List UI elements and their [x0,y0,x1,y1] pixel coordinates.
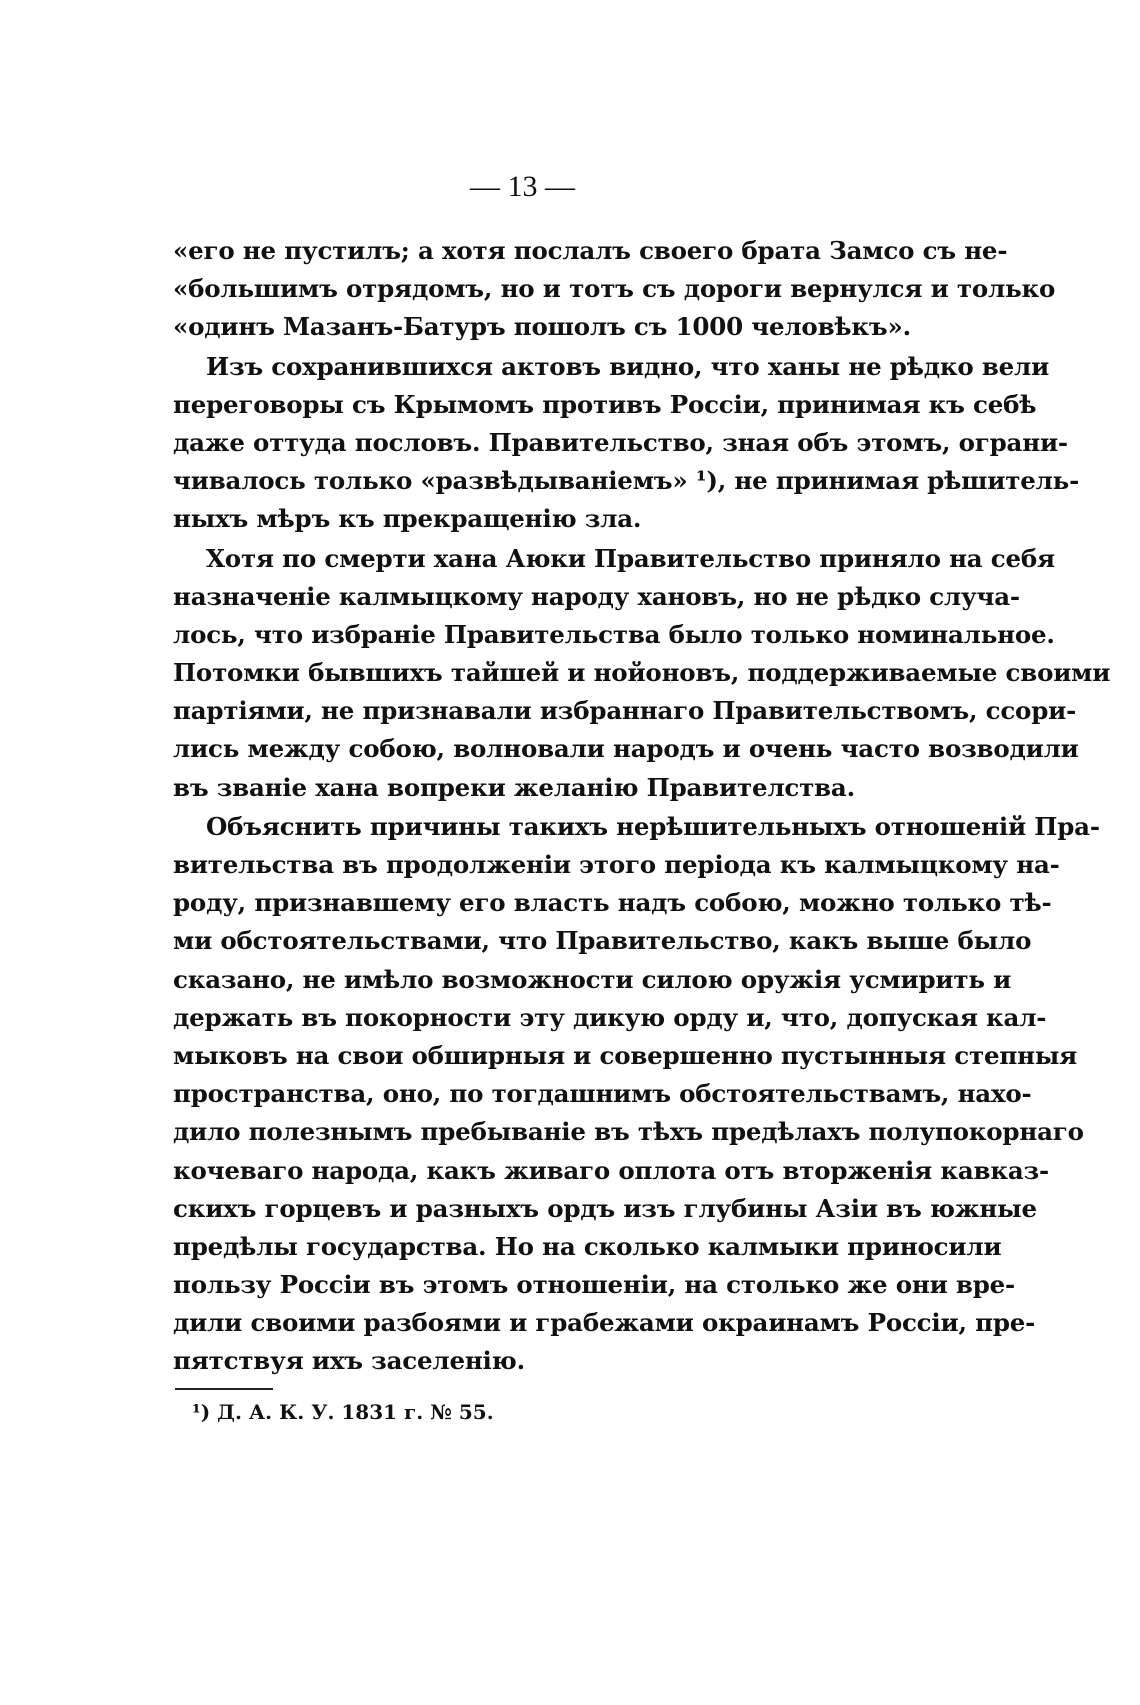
text-line: кочеваго народа, какъ живаго оплота отъ вторженія кавказ- [173,1155,1049,1185]
paragraph [173,232,1056,347]
text-line: вительства въ продолженіи этого періода къ калмыцкому на- [173,850,1060,879]
text-line: пространства, оно, по тогдашнимъ обстоятельствамъ, нахо- [173,1079,1032,1109]
text-line: дили своими разбоями и грабежами окраинамъ Россіи, пре- [173,1308,1036,1338]
text-line: Потомки бывшихъ тайшей и нойоновъ, поддерживаемые своими [173,658,1111,688]
text-line: предѣлы государства. Но на сколько калмыки приносили [173,1231,1002,1261]
text-line: скихъ горцевъ и разныхъ ордъ изъ глубины Азіи въ южные [173,1193,1037,1223]
text-line: Хотя по смерти хана Аюки Правительство приняло на себя [206,543,1055,573]
text-line: чивалось только «развѣдываніемъ» ¹), не принимая рѣшитель- [173,466,1080,496]
paragraph [173,348,1080,539]
text-line: держать въ покорности эту дикую орду и, что, допуская кал- [173,1002,1047,1032]
text-line: «большимъ отрядомъ, но и тотъ съ дороги вернулся и только [173,274,1056,304]
text-line: переговоры съ Крымомъ противъ Россіи, принимая къ себѣ [173,389,1037,419]
text-line: «его не пустилъ; а хотя послалъ своего брата Замсо съ не- [173,236,1008,265]
page-number: — 13 — [470,170,575,203]
text-line: назначеніе калмыцкому народу хановъ, но не рѣдко случа- [173,581,1020,611]
text-line: ми обстоятельствами, что Правительство, какъ выше было [173,926,1032,956]
text-line: Изъ сохранившихся актовъ видно, что ханы не рѣдко вели [206,351,1050,381]
text-line: «одинъ Мазанъ-Батуръ пошолъ съ 1000 человѣкъ». [173,312,911,342]
text-line: пользу Россіи въ этомъ отношеніи, на столько же они вре- [173,1270,1015,1300]
footnote-divider [175,1388,273,1390]
text-line: мыковъ на свои обширныя и совершенно пустынныя степныя [173,1040,1078,1070]
text-line: ныхъ мѣръ къ прекращенію зла. [173,504,642,534]
paragraph [173,808,1100,1381]
text-line: роду, признавшему его власть надъ собою, можно только тѣ- [173,888,1052,918]
footnote: ¹) Д. А. К. У. 1831 г. № 55. [192,1400,494,1424]
text-line: лись между собою, волновали народъ и очень часто возводили [173,734,1079,764]
text-line: Объяснить причины такихъ нерѣшительныхъ отношеній Пра- [206,811,1100,841]
text-line: партіями, не признавали избраннаго Правительствомъ, ссори- [173,696,1077,726]
text-line: сказано, не имѣло возможности силою оружія усмирить и [173,964,1012,994]
body-text [173,232,1111,1381]
text-line: въ званіе хана вопреки желанію Правителства. [173,772,855,802]
text-line: дило полезнымъ пребываніе въ тѣхъ предѣлахъ полупокорнаго [173,1117,1084,1147]
text-line: лось, что избраніе Правительства было только номинальное. [173,619,1055,649]
text-line: даже оттуда пословъ. Правительство, зная объ этомъ, ограни- [173,427,1068,457]
text-line: пятствуя ихъ заселенію. [173,1346,525,1376]
paragraph [173,540,1111,807]
